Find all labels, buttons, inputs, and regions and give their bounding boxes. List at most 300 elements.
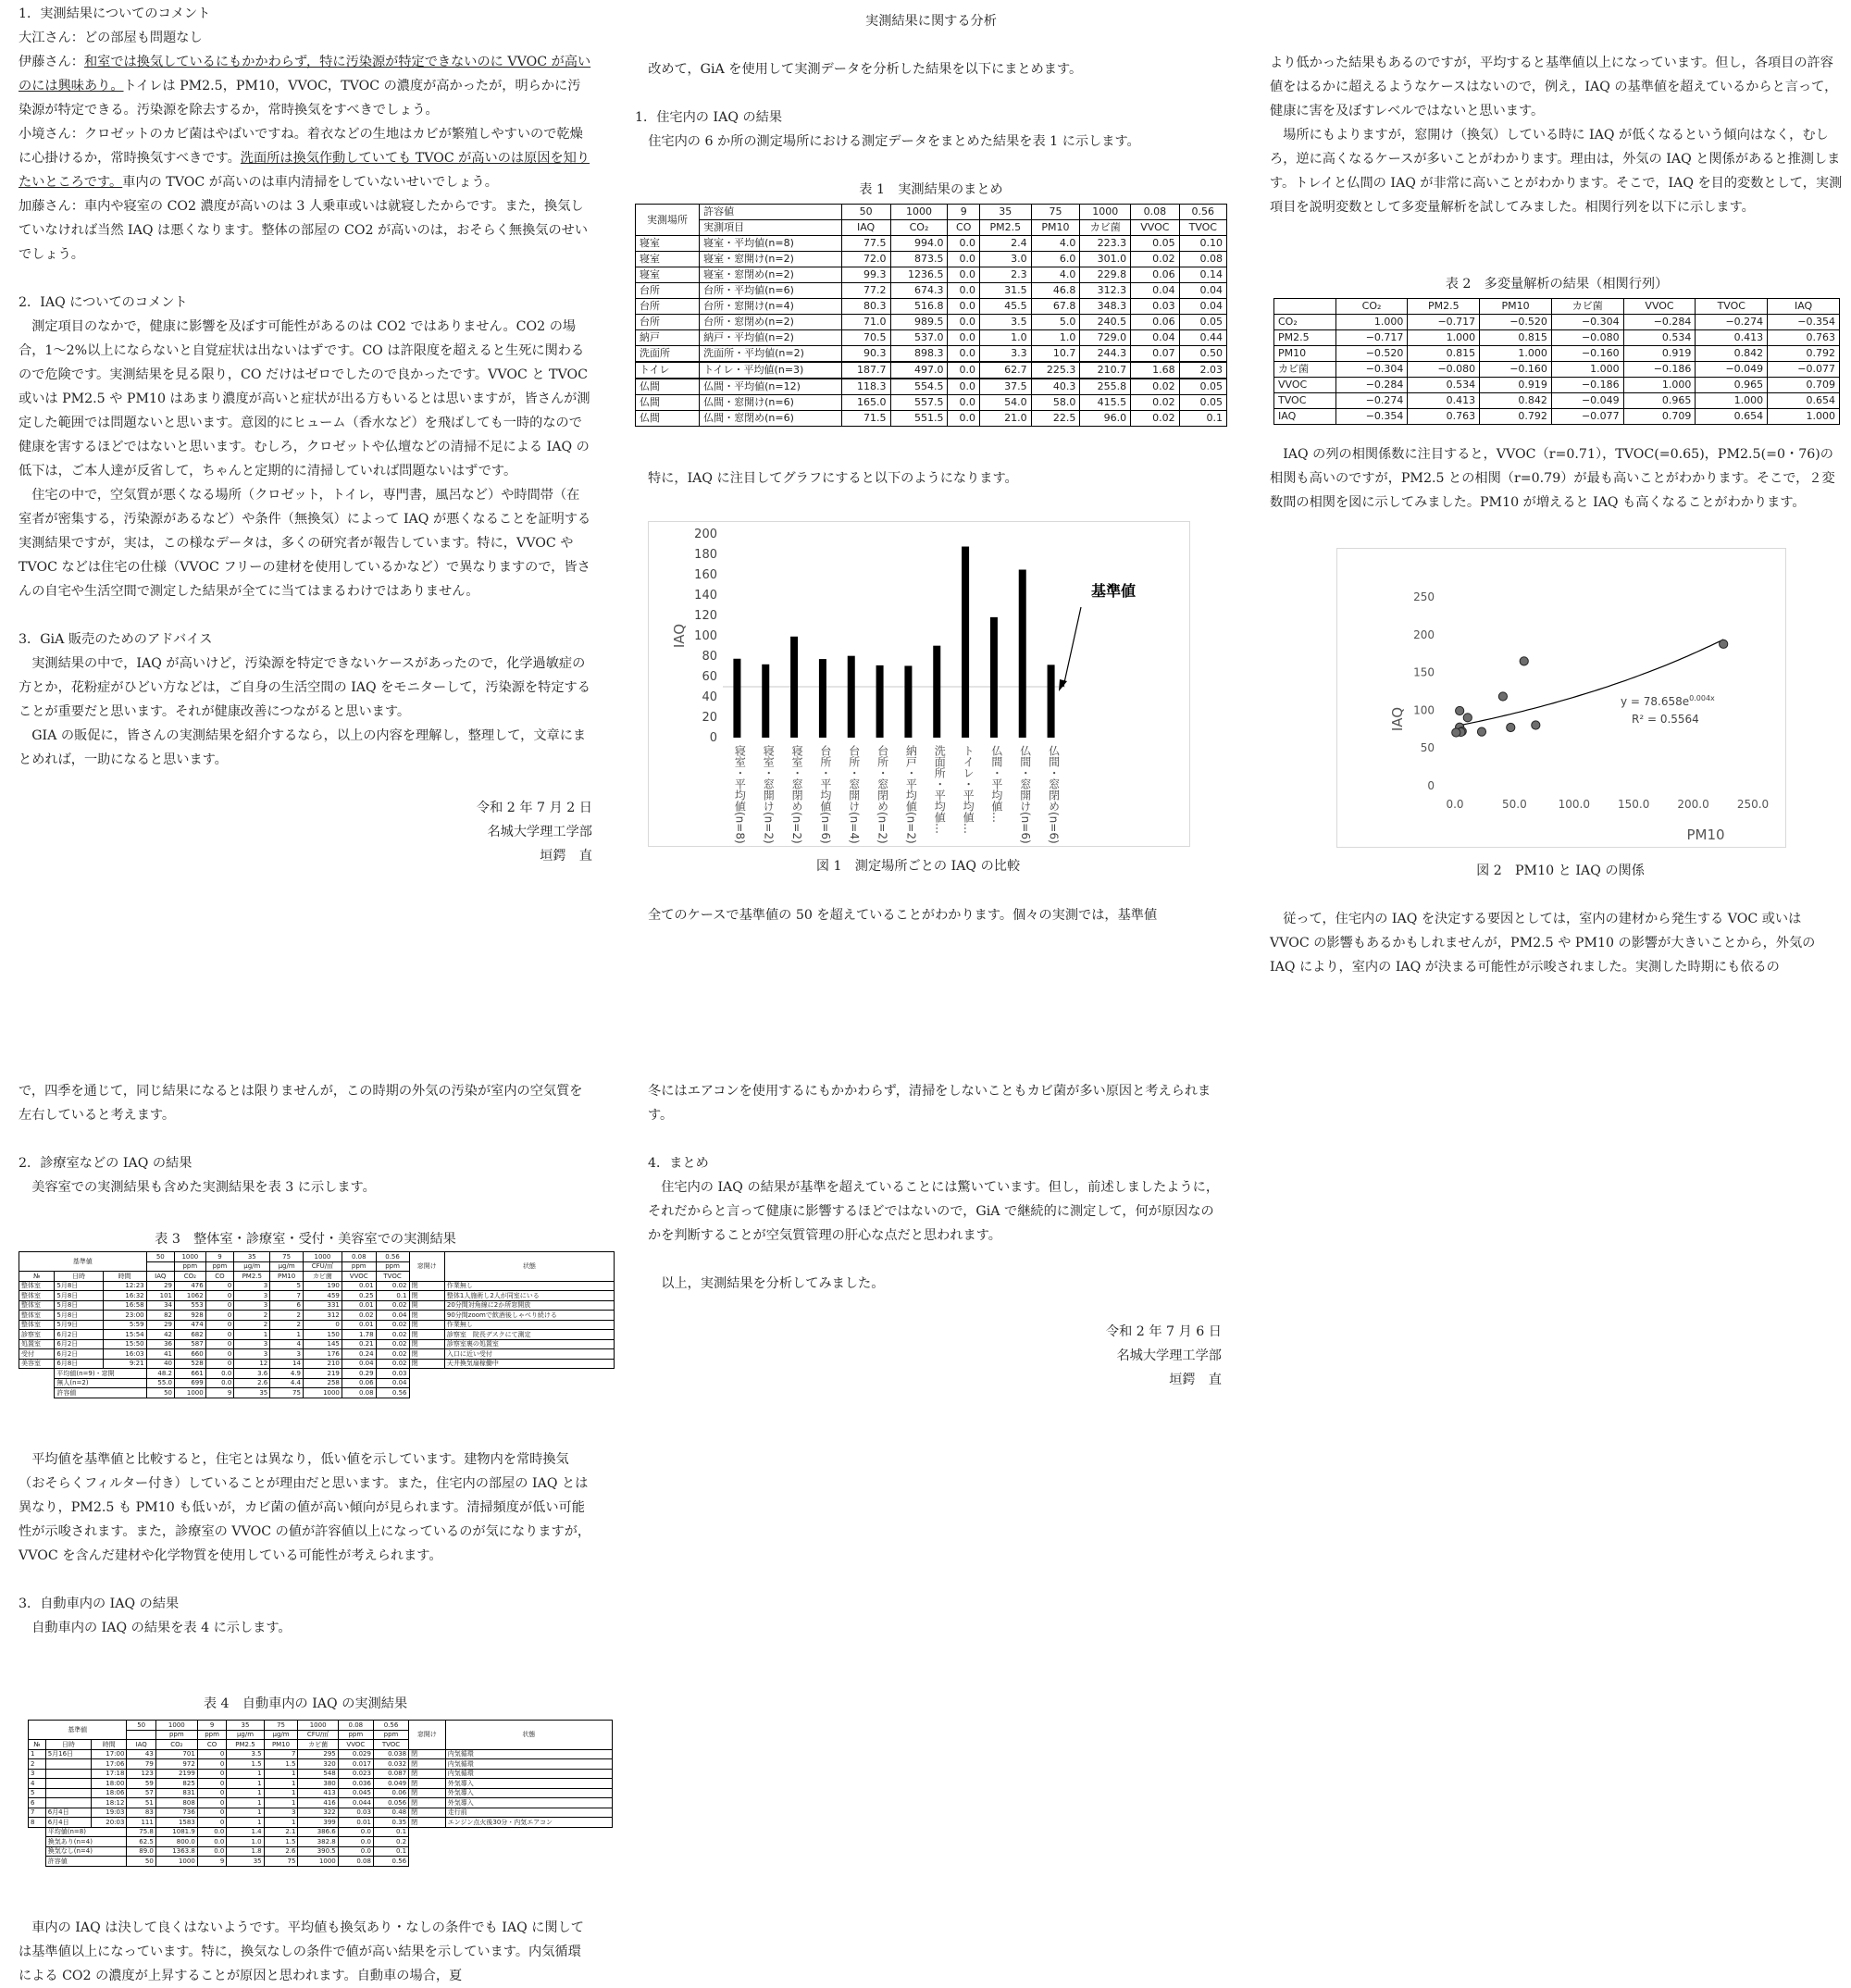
t4-cell: 0.045 xyxy=(338,1788,373,1798)
t2-cell: −0.160 xyxy=(1480,362,1552,378)
t1-cell: 301.0 xyxy=(1080,252,1131,267)
col2-section-1-title: 1．住宅内の IAQ の結果 xyxy=(635,110,783,125)
t3-state: 整体1人施術し2人が同室にいる xyxy=(444,1291,614,1301)
t3-state: 作業無し xyxy=(444,1320,614,1330)
t3-no: 整体室 xyxy=(19,1281,55,1291)
t4-cell: 1 xyxy=(227,1788,264,1798)
t4-cell: 0.087 xyxy=(373,1769,408,1779)
table1-caption: 表 1 実測結果のまとめ xyxy=(859,182,1003,197)
t1-cell: 1236.5 xyxy=(890,267,948,283)
t4-cell: 123 xyxy=(127,1769,155,1779)
t3-window: 閉 xyxy=(409,1359,444,1369)
fig2-xtick: 200.0 xyxy=(1677,798,1709,811)
t2-cell: −0.717 xyxy=(1408,315,1480,330)
t4-cell: 51 xyxy=(127,1798,155,1808)
t4-summary-row xyxy=(29,1857,613,1867)
t4-unit: ppm xyxy=(373,1730,408,1740)
col1b-section-3-para: 自動車内の IAQ の結果を表 4 に示します。 xyxy=(31,1621,292,1635)
t1-cell: 674.3 xyxy=(890,283,948,299)
t3-summary-cell: 0.0 xyxy=(205,1369,234,1379)
t4-col-header: カビ菌 xyxy=(298,1740,338,1750)
fig2-ylabel: IAQ xyxy=(1389,706,1406,732)
fig2-xtick: 250.0 xyxy=(1736,798,1770,811)
fig1-frame xyxy=(648,521,1190,847)
t1-cell: 0.0 xyxy=(948,330,980,346)
t3-cell: 528 xyxy=(175,1359,206,1369)
t3-cell: 0.02 xyxy=(376,1359,409,1369)
t2-cell: −0.354 xyxy=(1768,315,1840,330)
t3-no: 処置室 xyxy=(19,1339,55,1349)
t3-state: 20分間対角線に2か所窓開放 xyxy=(444,1300,614,1311)
table4-caption: 表 4 自動車内の IAQ の実測結果 xyxy=(203,1696,408,1711)
t3-date-header: 日時 xyxy=(55,1272,103,1282)
t4-col-header: IAQ xyxy=(127,1740,155,1750)
t4-summary-cell: 62.5 xyxy=(127,1837,155,1847)
fig2-point xyxy=(1477,727,1485,736)
t4-cell: 0.038 xyxy=(373,1749,408,1759)
t4-summary-cell: 0.0 xyxy=(197,1827,227,1837)
t4-date: 6月4日 xyxy=(45,1818,91,1828)
t4-limit: 75 xyxy=(264,1721,298,1731)
fig1-bar xyxy=(990,617,998,738)
t4-cell: 59 xyxy=(127,1779,155,1789)
t2-col-header: CO₂ xyxy=(1335,299,1408,315)
t3-col-header: CO₂ xyxy=(175,1272,206,1282)
t3-row xyxy=(19,1320,615,1330)
t3-cell: 0 xyxy=(205,1349,234,1360)
t3-cell: 176 xyxy=(303,1349,342,1360)
t4-state: 内気循環 xyxy=(445,1749,612,1759)
t3-col-header: PM2.5 xyxy=(234,1272,270,1282)
t3-limit: 1000 xyxy=(175,1252,206,1262)
t4-summary-cell: 2.1 xyxy=(264,1827,298,1837)
fig2-scatter-chart xyxy=(1337,549,1785,847)
t1-row xyxy=(636,362,1227,379)
t4-summary-cell: 89.0 xyxy=(127,1846,155,1857)
t3-cell: 0.04 xyxy=(342,1359,376,1369)
t4-summary-label: 換気なし(n=4) xyxy=(45,1846,127,1857)
t2-row xyxy=(1274,330,1840,346)
fig2-point xyxy=(1452,728,1460,737)
t1-cell: 67.8 xyxy=(1031,299,1080,315)
t3-state: 入口に近い受付 xyxy=(444,1349,614,1360)
t1-place: 仏間 xyxy=(636,411,700,427)
t3-cell: 0 xyxy=(205,1311,234,1321)
t3-cell: 553 xyxy=(175,1300,206,1311)
t4-no: 3 xyxy=(29,1769,46,1779)
t2-row-label: PM2.5 xyxy=(1274,330,1336,346)
t3-no: 整体室 xyxy=(19,1311,55,1321)
t3-date: 6月2日 xyxy=(55,1349,103,1360)
t1-cell: 0.06 xyxy=(1131,315,1179,330)
t1-col-header: IAQ xyxy=(841,220,890,236)
t4-limit: 1000 xyxy=(155,1721,197,1731)
t3-summary-cell: 9 xyxy=(205,1388,234,1398)
t3-summary-cell: 35 xyxy=(234,1388,270,1398)
t3-time: 5:59 xyxy=(103,1320,146,1330)
fig2-ytick: 50 xyxy=(1420,741,1435,755)
t3-cell: 331 xyxy=(303,1300,342,1311)
t3-cell: 12 xyxy=(234,1359,270,1369)
t4-date xyxy=(45,1759,91,1770)
t3-cell: 145 xyxy=(303,1339,342,1349)
t4-row xyxy=(29,1788,613,1798)
t3-summary-cell: 0.56 xyxy=(376,1388,409,1398)
t1-cell: 0.05 xyxy=(1131,236,1179,252)
t1-cell: 729.0 xyxy=(1080,330,1131,346)
t1-limit: 75 xyxy=(1031,205,1080,220)
t3-time: 16:58 xyxy=(103,1300,146,1311)
t1-cell: 989.5 xyxy=(890,315,948,330)
t2-cell: −0.049 xyxy=(1551,393,1623,409)
t3-cell: 4 xyxy=(270,1339,304,1349)
t1-header-limit: 許容値 xyxy=(700,205,842,220)
t1-header-place: 実測場所 xyxy=(636,205,700,236)
t3-summary-cell: 219 xyxy=(303,1369,342,1379)
t4-state: 外気導入 xyxy=(445,1798,612,1808)
fig2-ytick: 200 xyxy=(1413,627,1435,641)
t1-limit: 1000 xyxy=(1080,205,1131,220)
fig2-equation xyxy=(1621,694,1715,708)
t3-limit: 50 xyxy=(146,1252,174,1262)
t2-cell: 0.965 xyxy=(1696,378,1768,393)
table3 xyxy=(19,1251,615,1398)
t3-window: 閉 xyxy=(409,1349,444,1360)
t4-cell: 0 xyxy=(197,1818,227,1828)
t1-col-header: CO xyxy=(948,220,980,236)
t3-state: 天井換気扇稼働中 xyxy=(444,1359,614,1369)
t3-state: 診察室裏の処置室 xyxy=(444,1339,614,1349)
t2-cell: −0.520 xyxy=(1335,346,1408,362)
t3-no: 診察室 xyxy=(19,1330,55,1340)
t1-cell: 62.7 xyxy=(980,362,1032,379)
t4-cell: 1 xyxy=(227,1818,264,1828)
t2-col-header: TVOC xyxy=(1696,299,1768,315)
t4-window: 閉 xyxy=(409,1749,446,1759)
fig2-point xyxy=(1532,721,1540,729)
t3-cell: 312 xyxy=(303,1311,342,1321)
t2-cell: −0.080 xyxy=(1551,330,1623,346)
t3-cell: 0.21 xyxy=(342,1339,376,1349)
t1-cell: 0.0 xyxy=(948,395,980,411)
fig2-xtick: 150.0 xyxy=(1618,798,1650,811)
t1-cell: 0.04 xyxy=(1179,283,1226,299)
t3-cell: 3 xyxy=(234,1349,270,1360)
t1-cell: 0.1 xyxy=(1179,411,1226,427)
section-3-para-2: GIA の販促に，皆さんの実測結果を紹介するなら，以上の内容を理解し，整理して，文章にまとめれば，一助になると思います。 xyxy=(19,728,587,767)
t1-cell: 71.0 xyxy=(841,315,890,330)
t3-no: 受付 xyxy=(19,1349,55,1360)
fig2-equation-base: y = 78.658e xyxy=(1621,695,1690,708)
t4-summary-cell: 50 xyxy=(127,1857,155,1867)
t4-cell: 0.029 xyxy=(338,1749,373,1759)
t2-cell: −0.717 xyxy=(1335,330,1408,346)
t3-no: 整体室 xyxy=(19,1291,55,1301)
fig1-xtick: 寝室・平均値(n=8) xyxy=(733,745,747,844)
t1-limit: 50 xyxy=(841,205,890,220)
t1-item: 仏間・窓閉め(n=6) xyxy=(700,411,842,427)
t3-limit: 0.56 xyxy=(376,1252,409,1262)
t2-cell: 0.919 xyxy=(1623,346,1696,362)
t3-window: 開 xyxy=(409,1300,444,1311)
t3-col-header: カビ菌 xyxy=(303,1272,342,1282)
fig2-point xyxy=(1507,723,1515,731)
t2-row-label: VVOC xyxy=(1274,378,1336,393)
t3-cell: 29 xyxy=(146,1320,174,1330)
t3-cell: 0 xyxy=(205,1281,234,1291)
t4-cell: 808 xyxy=(155,1798,197,1808)
t3-summary-row xyxy=(19,1378,615,1388)
t3-cell: 101 xyxy=(146,1291,174,1301)
t3-cell: 0.25 xyxy=(342,1291,376,1301)
t1-cell: 0.05 xyxy=(1179,379,1226,395)
t1-item: 仏間・窓開け(n=6) xyxy=(700,395,842,411)
t3-cell: 29 xyxy=(146,1281,174,1291)
t4-window: 閉 xyxy=(409,1759,446,1770)
t4-state: 外気導入 xyxy=(445,1788,612,1798)
col3-para-4 xyxy=(1270,907,1844,979)
t3-cell: 3 xyxy=(234,1339,270,1349)
t3-cell: 3 xyxy=(234,1291,270,1301)
t3-cell: 36 xyxy=(146,1339,174,1349)
t3-summary-label: 平均値(n=9)・窓開 xyxy=(55,1369,146,1379)
t3-row xyxy=(19,1281,615,1291)
t4-cell: 83 xyxy=(127,1808,155,1818)
t1-place: 台所 xyxy=(636,283,700,299)
fig1-xtick: トイレ・平均値… xyxy=(962,745,975,834)
t3-summary-cell: 4.9 xyxy=(270,1369,304,1379)
t3-cell: 0.02 xyxy=(376,1330,409,1340)
t3-cell: 0.01 xyxy=(342,1320,376,1330)
t1-cell: 2.4 xyxy=(980,236,1032,252)
t4-cell: 0.044 xyxy=(338,1798,373,1808)
t1-cell: 497.0 xyxy=(890,362,948,379)
t3-time: 16:32 xyxy=(103,1291,146,1301)
t4-summary-cell: 1.8 xyxy=(227,1846,264,1857)
t2-cell: −0.049 xyxy=(1696,362,1768,378)
col2b-affiliation: 名城大学理工学部 xyxy=(1116,1348,1222,1363)
t3-date: 6月2日 xyxy=(55,1339,103,1349)
t1-item: 台所・窓開け(n=4) xyxy=(700,299,842,315)
col2b-section-4-title: 4．まとめ xyxy=(648,1156,709,1171)
t1-place: 台所 xyxy=(636,299,700,315)
t4-state: 内気循環 xyxy=(445,1759,612,1770)
t1-row xyxy=(636,299,1227,315)
t3-col-header: PM10 xyxy=(270,1272,304,1282)
t4-summary-cell: 0.1 xyxy=(373,1827,408,1837)
t2-cell: −0.354 xyxy=(1335,409,1408,425)
t1-item: 寝室・窓開け(n=2) xyxy=(700,252,842,267)
t1-cell: 223.3 xyxy=(1080,236,1131,252)
t3-cell: 0.04 xyxy=(376,1311,409,1321)
t3-cell: 587 xyxy=(175,1339,206,1349)
t1-cell: 118.3 xyxy=(841,379,890,395)
t3-time: 15:50 xyxy=(103,1339,146,1349)
t4-summary-cell: 0.56 xyxy=(373,1857,408,1867)
col1b-section-2-para: 美容室での実測結果も含めた実測結果を表 3 に示します。 xyxy=(31,1180,376,1195)
col1b-after-table4-text: 車内の IAQ は決して良くはないようです。平均値も換気あり・なしの条件でも IAQ に関しては基準値以上になっています。特に，換気なしの条件で値が高い結果を示しています。内気循環による CO2 の濃度が上昇することが原因と思われます。自動車の場合，夏 xyxy=(19,1920,584,1983)
t4-cell: 2199 xyxy=(155,1769,197,1779)
fig2-caption: 図 2 PM10 と IAQ の関係 xyxy=(1476,864,1645,878)
t3-summary-cell: 1000 xyxy=(303,1388,342,1398)
t3-limit: 35 xyxy=(234,1252,270,1262)
col2-after-fig: 全てのケースで基準値の 50 を超えていることがわかります。個々の実測では，基準値 xyxy=(648,908,1158,923)
t1-cell: 0.07 xyxy=(1131,346,1179,363)
t3-summary-cell: 0.29 xyxy=(342,1369,376,1379)
t3-row xyxy=(19,1291,615,1301)
t4-cell: 0 xyxy=(197,1788,227,1798)
t3-time: 16:03 xyxy=(103,1349,146,1360)
t1-limit: 0.08 xyxy=(1131,205,1179,220)
t3-cell: 0 xyxy=(205,1330,234,1340)
t4-summary-cell: 2.6 xyxy=(264,1846,298,1857)
t3-no: 美容室 xyxy=(19,1359,55,1369)
comment-kozakai: 小境さん：クロゼットのカビ菌はやばいですね。着衣などの生地はカビが繁殖しやすいので乾燥に心掛けるか，常時換気すべきです。洗面所は換気作動していても TVOC が高いのは原因を知りたいところです。車内の TVOC が高いのは車内清掃をしていないせいでしょう。 xyxy=(19,127,590,190)
fig1-ytick: 40 xyxy=(702,690,717,704)
t4-summary-cell: 1.5 xyxy=(264,1837,298,1847)
fig1-ytick: 200 xyxy=(694,528,717,541)
t3-cell: 1 xyxy=(270,1330,304,1340)
table2-caption: 表 2 多変量解析の結果（相関行列） xyxy=(1445,277,1669,292)
t4-cell: 111 xyxy=(127,1818,155,1828)
section-2-para-2: 住宅の中で，空気質が悪くなる場所（クロゼット，トイレ，専門書，風呂など）や時間帯（在室者が密集する，汚染源があるなど）や条件（無換気）によって IAQ が悪くなることを証明する実測結果ですが，実は，この様なデータは，多くの研究者が報告しています。特に，VVOC や TVOC などは住宅の仕様（VVOC フリーの建材を使用しているかなど）で異なりますので，皆さんの自宅や生活空間で測定した結果が全てに当てはまるわけではありません。 xyxy=(19,488,591,599)
t4-summary-cell: 0.2 xyxy=(373,1837,408,1847)
fig1-bar xyxy=(876,665,884,738)
fig2-ytick: 100 xyxy=(1413,703,1435,717)
t3-limit: 75 xyxy=(270,1252,304,1262)
t1-item: 寝室・平均値(n=8) xyxy=(700,236,842,252)
t4-cell: 322 xyxy=(298,1808,338,1818)
t2-cell: 0.709 xyxy=(1768,378,1840,393)
t1-cell: 348.3 xyxy=(1080,299,1131,315)
t3-summary-row xyxy=(19,1369,615,1379)
t1-place: 寝室 xyxy=(636,252,700,267)
t3-cell: 0.01 xyxy=(342,1281,376,1291)
t1-place: トイレ xyxy=(636,362,700,379)
t1-cell: 0.0 xyxy=(948,283,980,299)
t1-cell: 0.0 xyxy=(948,411,980,427)
t3-time: 15:54 xyxy=(103,1330,146,1340)
t4-col-header: PM2.5 xyxy=(227,1740,264,1750)
t4-cell: 972 xyxy=(155,1759,197,1770)
t1-cell: 5.0 xyxy=(1031,315,1080,330)
t1-col-header: PM2.5 xyxy=(980,220,1032,236)
t4-state: 外気導入 xyxy=(445,1779,612,1789)
fig2-point xyxy=(1456,706,1464,714)
t3-cell: 7 xyxy=(270,1291,304,1301)
fig2-ytick: 0 xyxy=(1427,779,1435,792)
fig1-bar xyxy=(819,659,826,738)
t4-window: 閉 xyxy=(409,1779,446,1789)
t4-cell: 380 xyxy=(298,1779,338,1789)
t4-cell: 1.5 xyxy=(227,1759,264,1770)
t1-cell: 0.05 xyxy=(1179,315,1226,330)
t3-cell: 0.01 xyxy=(342,1300,376,1311)
t1-cell: 99.3 xyxy=(841,267,890,283)
t4-cell: 1 xyxy=(264,1818,298,1828)
t4-row xyxy=(29,1798,613,1808)
t4-cell: 0.01 xyxy=(338,1818,373,1828)
t3-cell: 0 xyxy=(303,1320,342,1330)
t2-cell: −0.284 xyxy=(1623,315,1696,330)
t3-summary-cell: 75 xyxy=(270,1388,304,1398)
t4-cell: 0 xyxy=(197,1779,227,1789)
t1-cell: 0.10 xyxy=(1179,236,1226,252)
t3-summary-cell: 4.4 xyxy=(270,1378,304,1388)
t2-corner xyxy=(1274,299,1336,315)
t3-summary-cell: 55.0 xyxy=(146,1378,174,1388)
t2-row-label: TVOC xyxy=(1274,393,1336,409)
fig1-xtick: 台所・窓閉め(n=2) xyxy=(876,745,889,844)
t1-row xyxy=(636,411,1227,427)
t1-cell: 0.0 xyxy=(948,346,980,363)
t1-cell: 37.5 xyxy=(980,379,1032,395)
section-2-para-1: 測定項目のなかで，健康に影響を及ぼす可能性があるのは CO2 ではありません。CO2 の場合，1～2%以上にならないと自覚症状は出ないはずです。CO は許限度を超えると生死に関わるので危険です。実測結果を見る限り，CO だけはゼロでしたので良かったです。VVOC と TVOC 或いは PM2.5 や PM10 はあまり濃度が高いと症状が出る方もいるとは思いますが，皆さんが測定した範囲では問題ないと思います。意図的にヒューム（香水など）を飛ばしても一時的なので健康を害するほどではないと思います。むしろ，クロゼットや仏壇などの清掃不足による IAQ の低下は，ご本人達が反省して，ちゃんと定期的に清掃していれば問題ないはずです。 xyxy=(19,319,590,478)
fig1-ytick: 140 xyxy=(694,589,717,603)
t3-window: 閉 xyxy=(409,1291,444,1301)
t3-window: 閉 xyxy=(409,1330,444,1340)
t4-cell: 1 xyxy=(227,1798,264,1808)
t3-summary-cell: 699 xyxy=(175,1378,206,1388)
t1-limit: 35 xyxy=(980,205,1032,220)
t1-cell: 4.0 xyxy=(1031,267,1080,283)
t1-cell: 71.5 xyxy=(841,411,890,427)
t4-cell: 295 xyxy=(298,1749,338,1759)
t1-cell: 45.5 xyxy=(980,299,1032,315)
t2-row xyxy=(1274,409,1840,425)
t4-cell: 0 xyxy=(197,1759,227,1770)
t2-cell: 1.000 xyxy=(1335,315,1408,330)
col1b-section-3-title: 3．自動車内の IAQ の結果 xyxy=(19,1597,180,1611)
t4-summary-cell: 386.6 xyxy=(298,1827,338,1837)
t1-cell: 0.04 xyxy=(1131,283,1179,299)
t2-row xyxy=(1274,362,1840,378)
t2-cell: 0.709 xyxy=(1623,409,1696,425)
t1-cell: 516.8 xyxy=(890,299,948,315)
t1-cell: 1.68 xyxy=(1131,362,1179,379)
t3-cell: 14 xyxy=(270,1359,304,1369)
t4-cell: 1 xyxy=(264,1769,298,1779)
t3-window: 閉 xyxy=(409,1311,444,1321)
t1-cell: 46.8 xyxy=(1031,283,1080,299)
t1-row xyxy=(636,252,1227,267)
t4-limit: 0.56 xyxy=(373,1721,408,1731)
t2-row-label: カビ菌 xyxy=(1274,362,1336,378)
t3-unit: ppm xyxy=(205,1261,234,1272)
t3-cell: 3 xyxy=(234,1300,270,1311)
col2-section-1-para: 住宅内の 6 か所の測定場所における測定データをまとめた結果を表 1 に示します。 xyxy=(648,134,1140,149)
t3-state: 90分間zoomで飲酒後しゃべり続ける xyxy=(444,1311,614,1321)
t2-cell: 1.000 xyxy=(1768,409,1840,425)
t3-date: 5月9日 xyxy=(55,1320,103,1330)
t4-cell: 416 xyxy=(298,1798,338,1808)
t4-col-header: TVOC xyxy=(373,1740,408,1750)
section-1-title: 1．実測結果についてのコメント xyxy=(19,6,211,21)
fig1-ytick: 100 xyxy=(694,629,717,643)
fig2-xtick: 0.0 xyxy=(1446,798,1464,811)
t4-state-header: 状態 xyxy=(445,1721,612,1750)
comment-oe: 大江さん：どの部屋も問題なし xyxy=(19,31,203,45)
t1-col-header: VVOC xyxy=(1131,220,1179,236)
t4-cell: 0.056 xyxy=(373,1798,408,1808)
t1-cell: 3.3 xyxy=(980,346,1032,363)
col1b-after-table3-text: 平均値を基準値と比較すると，住宅とは異なり，低い値を示しています。建物内を常時換気（おそらくフィルター付き）していることが理由だと思います。また，住宅内の部屋の IAQ とは異なり，PM2.5 も PM10 も低いが，カビ菌の値が高い傾向が見られます。清掃頻度が低い可能性が示唆されます。また，診療室の VVOC の値が許容値以上になっているのが気になりますが，VVOC を含んだ建材や化学物質を使用している可能性が考えられます。 xyxy=(19,1452,591,1563)
t3-date: 6月2日 xyxy=(55,1330,103,1340)
fig2-point xyxy=(1720,640,1728,648)
t2-cell: −0.080 xyxy=(1408,362,1480,378)
t3-row xyxy=(19,1339,615,1349)
t2-cell: 0.792 xyxy=(1480,409,1552,425)
